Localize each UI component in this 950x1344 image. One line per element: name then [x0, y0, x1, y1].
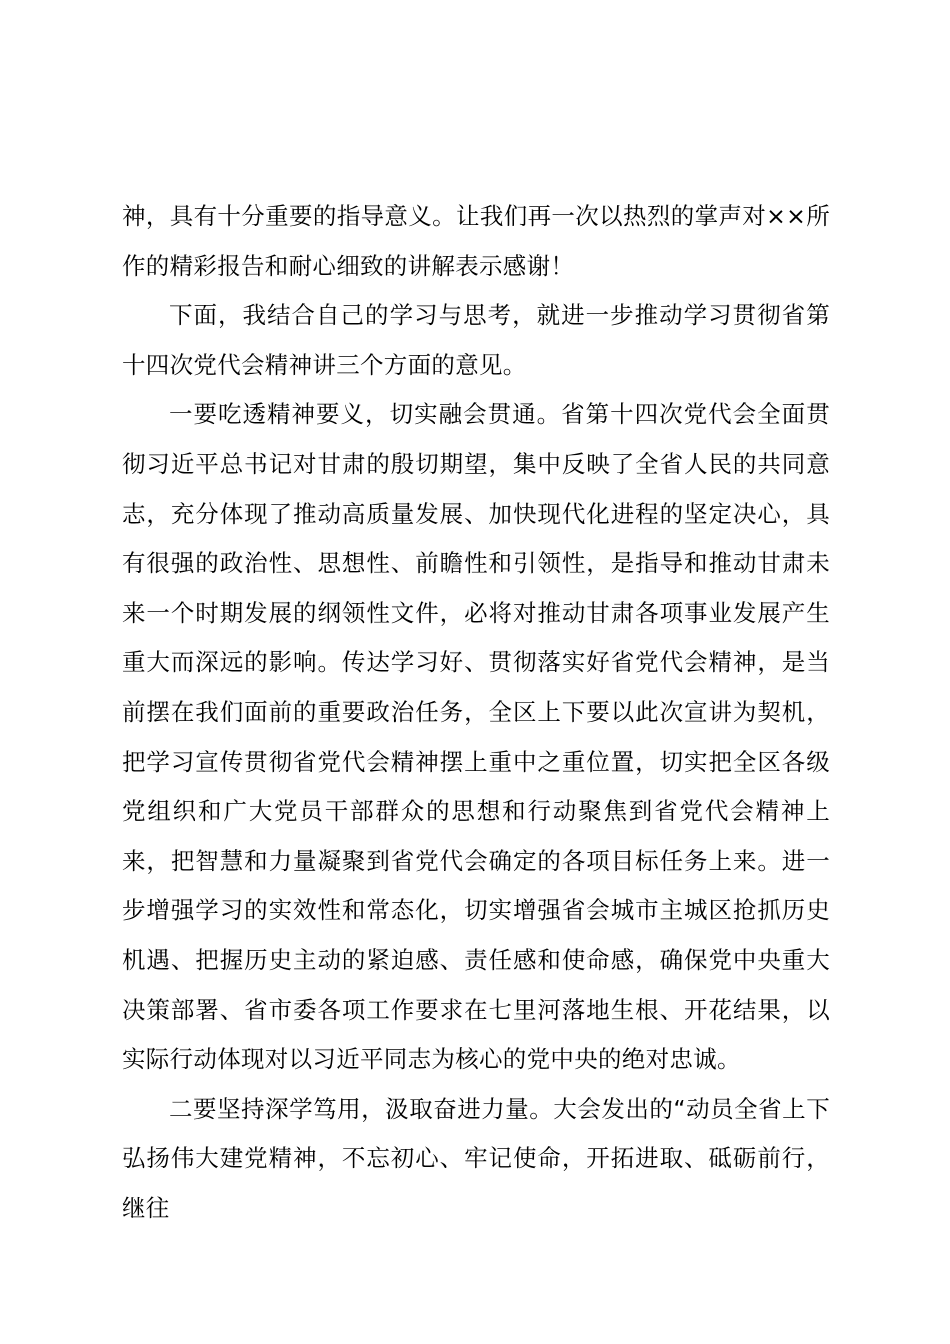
paragraph-point-one: 一要吃透精神要义，切实融会贯通。省第十四次党代会全面贯彻习近平总书记对甘肃的殷切期望，集中反映了全省人民的共同意志，充分体现了推动高质量发展、加快现代化进程的坚定决心，具有很强的政治性、思想性、前瞻性和引领性，是指导和推动甘肃未来一个时期发展的纲领性文件，必将对推动甘肃各项事业发展产生重大而深远的影响。传达学习好、贯彻落实好省党代会精神，是当前摆在我们面前的重要政治任务，全区上下要以此次宣讲为契机，把学习宣传贯彻省党代会精神摆上重中之重位置，切实把全区各级党组织和广大党员干部群众的思想和行动聚焦到省党代会精神上来，把智慧和力量凝聚到省党代会确定的各项目标任务上来。进一步增强学习的实效性和常态化，切实增强省会城市主城区抢抓历史机遇、把握历史主动的紧迫感、责任感和使命感，确保党中央重大决策部署、省市委各项工作要求在七里河落地生根、开花结果，以实际行动体现对以习近平同志为核心的党中央的绝对忠诚。 — [122, 400, 830, 1074]
paragraph-point-two: 二要坚持深学笃用，汲取奋进力量。大会发出的“动员全省上下弘扬伟大建党精神，不忘初心、牢记使命，开拓进取、砥砺前行，继往 — [122, 1094, 830, 1222]
paragraph-continuation: 神，具有十分重要的指导意义。让我们再一次以热烈的掌声对××所作的精彩报告和耐心细致的讲解表示感谢！ — [122, 202, 830, 280]
paragraph-intro: 下面，我结合自己的学习与思考，就进一步推动学习贯彻省第十四次党代会精神讲三个方面的意见。 — [122, 301, 830, 379]
document-body — [122, 192, 830, 1233]
